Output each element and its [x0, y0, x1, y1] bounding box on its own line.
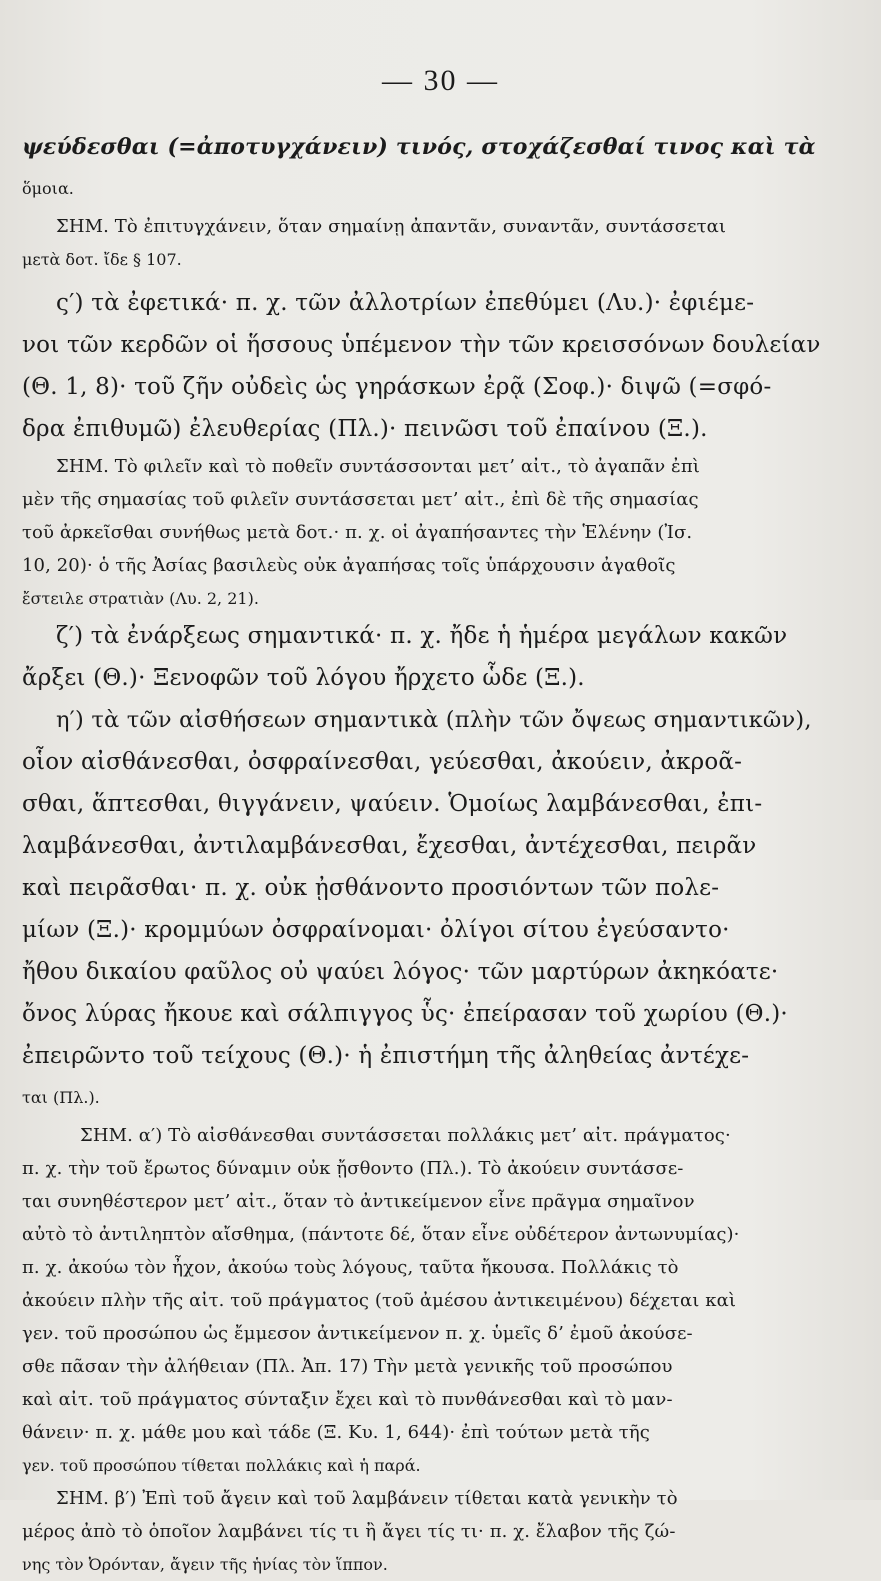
text-line: γεν. τοῦ προσώπου τίθεται πολλάκις καὶ ἡ παρά. — [22, 1456, 421, 1475]
text-line: ὄνος λύρας ἤκουε καὶ σάλπιγγος ὗς· ἐπείρασαν τοῦ χωρίου (Θ.)· — [22, 1001, 788, 1027]
text-line: η′) τὰ τῶν αἰσθήσεων σημαντικὰ (πλὴν τῶν ὄψεως σημαντικῶν), — [56, 707, 812, 733]
text-line: σθε πᾶσαν τὴν ἀλήθειαν (Πλ. Ἀπ. 17) Τὴν μετὰ γενικῆς τοῦ προσώπου — [22, 1356, 673, 1377]
text-line: ΣΗΜ. Τὸ ἐπιτυγχάνειν, ὅταν σημαίνῃ ἀπαντᾶν, συναντᾶν, συντάσσεται — [56, 216, 727, 237]
text-line: δρα ἐπιθυμῶ) ἐλευθερίας (Πλ.)· πεινῶσι τοῦ ἐπαίνου (Ξ.). — [22, 416, 708, 442]
text-line: ἄρξει (Θ.)· Ξενοφῶν τοῦ λόγου ἤρχετο ὧδε (Ξ.). — [22, 665, 585, 691]
text-line: π. χ. ἀκούω τὸν ἦχον, ἀκούω τοὺς λόγους, ταῦτα ἤκουσα. Πολλάκις τὸ — [22, 1257, 679, 1278]
text-line: ψεύδεσθαι (=ἀποτυγχάνειν) τινός, στοχάζεσθαί τινος καὶ τὰ — [22, 134, 816, 160]
text-line: μέρος ἀπὸ τὸ ὁποῖον λαμβάνει τίς τι ἢ ἄγει τίς τι· π. χ. ἔλαβον τῆς ζώ- — [22, 1521, 676, 1542]
text-line: τοῦ ἀρκεῖσθαι συνήθως μετὰ δοτ.· π. χ. οἱ ἀγαπήσαντες τὴν Ἑλένην (Ἰσ. — [22, 522, 693, 543]
text-line: μετὰ δοτ. ἴδε § 107. — [22, 250, 182, 269]
text-line: ἤθου δικαίου φαῦλος οὐ ψαύει λόγος· τῶν μαρτύρων ἀκηκόατε· — [22, 959, 779, 985]
text-line: ἐπειρῶντο τοῦ τείχους (Θ.)· ἡ ἐπιστήμη τῆς ἀληθείας ἀντέχε- — [22, 1043, 750, 1069]
text-line: λαμβάνεσθαι, ἀντιλαμβάνεσθαι, ἔχεσθαι, ἀντέχεσθαι, πειρᾶν — [22, 833, 757, 859]
text-line: σθαι, ἅπτεσθαι, θιγγάνειν, ψαύειν. Ὁμοίως λαμβάνεσθαι, ἐπι- — [22, 791, 763, 817]
text-line: ΣΗΜ. α′) Τὸ αἰσθάνεσθαι συντάσσεται πολλάκις μετ’ αἰτ. πράγματος· — [80, 1125, 731, 1146]
text-line: ΣΗΜ. β′) Ἐπὶ τοῦ ἄγειν καὶ τοῦ λαμβάνειν τίθεται κατὰ γενικὴν τὸ — [56, 1488, 678, 1509]
text-line: μὲν τῆς σημασίας τοῦ φιλεῖν συντάσσεται μετ’ αἰτ., ἐπὶ δὲ τῆς σημασίας — [22, 489, 699, 510]
text-line: αὐτὸ τὸ ἀντιληπτὸν αἴσθημα, (πάντοτε δέ, ὅταν εἶνε οὐδέτερον ἀντωνυμίας)· — [22, 1224, 740, 1245]
text-line: ἔστειλε στρατιὰν (Λυ. 2, 21). — [22, 589, 259, 608]
body-text — [22, 126, 822, 1581]
page-number: — 30 — — [382, 64, 499, 97]
text-line: μίων (Ξ.)· κρομμύων ὀσφραίνομαι· ὀλίγοι σίτου ἐγεύσαντο· — [22, 917, 730, 943]
text-line: ὅμοια. — [22, 179, 74, 198]
text-line: 10, 20)· ὁ τῆς Ἀσίας βασιλεὺς οὐκ ἀγαπήσας τοῖς ὑπάρχουσιν ἀγαθοῖς — [22, 555, 676, 576]
text-line: γεν. τοῦ προσώπου ὡς ἔμμεσον ἀντικείμενον π. χ. ὑμεῖς δ’ ἐμοῦ ἀκούσε- — [22, 1323, 693, 1344]
text-line: οἷον αἰσθάνεσθαι, ὀσφραίνεσθαι, γεύεσθαι, ἀκούειν, ἀκροᾶ- — [22, 749, 743, 775]
text-line: νης τὸν Ὀρόνταν, ἄγειν τῆς ἡνίας τὸν ἵππον. — [22, 1555, 388, 1574]
text-line: π. χ. τὴν τοῦ ἔρωτος δύναμιν οὐκ ᾔσθοντο (Πλ.). Τὸ ἀκούειν συντάσσε- — [22, 1158, 684, 1179]
text-line: ται συνηθέστερον μετ’ αἰτ., ὅταν τὸ ἀντικείμενον εἶνε πρᾶγμα σημαῖνον — [22, 1191, 695, 1212]
text-line: (Θ. 1, 8)· τοῦ ζῆν οὐδεὶς ὡς γηράσκων ἐρᾷ (Σοφ.)· διψῶ (=σφό- — [22, 374, 772, 400]
text-line: νοι τῶν κερδῶν οἱ ἥσσους ὑπέμενον τὴν τῶν κρεισσόνων δουλείαν — [22, 332, 821, 358]
text-line: ς′) τὰ ἐφετικά· π. χ. τῶν ἀλλοτρίων ἐπεθύμει (Λυ.)· ἐφιέμε- — [56, 290, 755, 316]
text-line: ΣΗΜ. Τὸ φιλεῖν καὶ τὸ ποθεῖν συντάσσονται μετ’ αἰτ., τὸ ἀγαπᾶν ἐπὶ — [56, 456, 700, 477]
text-line: ζ′) τὰ ἐνάρξεως σημαντικά· π. χ. ἤδε ἡ ἡμέρα μεγάλων κακῶν — [56, 623, 788, 649]
text-line: ται (Πλ.). — [22, 1088, 100, 1107]
text-line: καὶ πειρᾶσθαι· π. χ. οὐκ ᾐσθάνοντο προσιόντων τῶν πολε- — [22, 875, 720, 901]
text-line: καὶ αἰτ. τοῦ πράγματος σύνταξιν ἔχει καὶ τὸ πυνθάνεσθαι καὶ τὸ μαν- — [22, 1389, 673, 1410]
text-line: ἀκούειν πλὴν τῆς αἰτ. τοῦ πράγματος (τοῦ ἀμέσου ἀντικειμένου) δέχεται καὶ — [22, 1290, 737, 1311]
text-line: θάνειν· π. χ. μάθε μου καὶ τάδε (Ξ. Κυ. 1, 644)· ἐπὶ τούτων μετὰ τῆς — [22, 1422, 650, 1443]
